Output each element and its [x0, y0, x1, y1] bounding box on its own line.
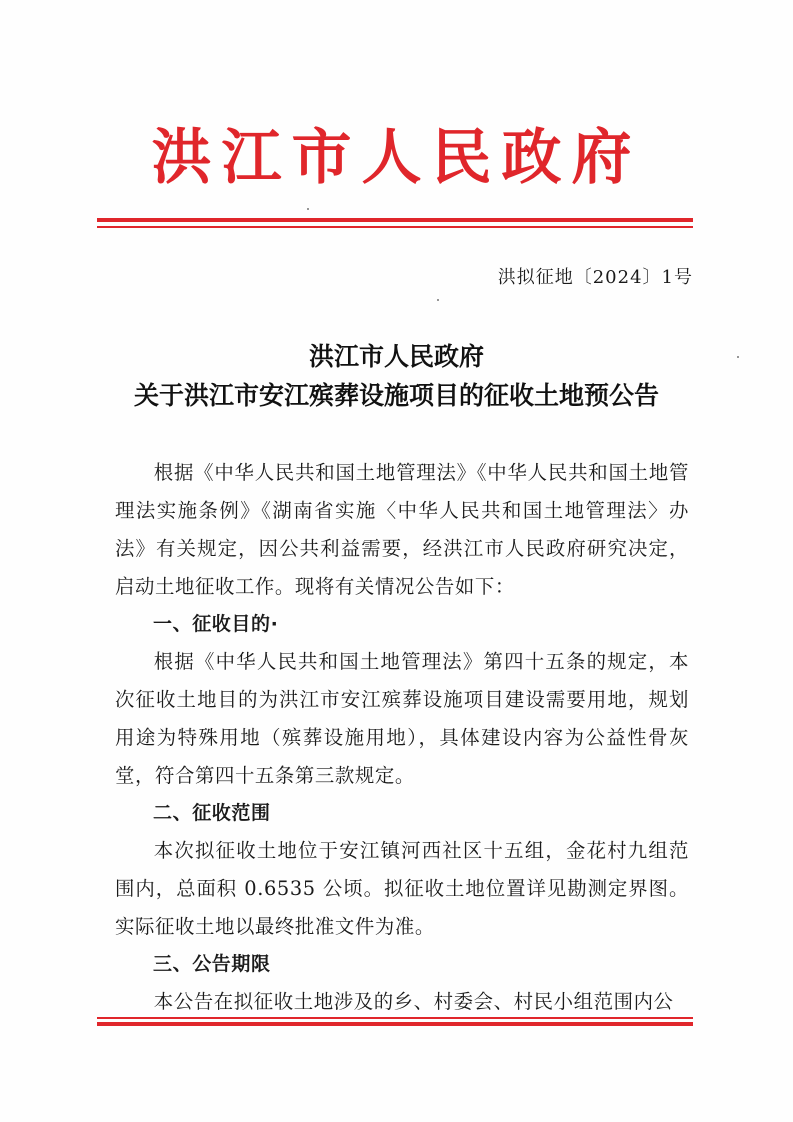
section-3-heading-block — [115, 945, 689, 983]
section-1-body-block — [115, 643, 689, 795]
scan-speck — [307, 208, 309, 210]
section-heading: 一、征收目的· — [153, 613, 279, 635]
letterhead-title: 洪江市人民政府 — [151, 123, 642, 193]
document-title-line1: 洪江市人民政府 — [308, 342, 484, 371]
scan-speck — [437, 299, 439, 301]
section-2-body-block — [115, 832, 689, 946]
letterhead-rule-thick — [97, 218, 693, 222]
section-paragraph: 根据《中华人民共和国土地管理法》第四十五条的规定，本次征收土地目的为洪江市安江殡葬设施项目建设需要用地，规划用途为特殊用地（殡葬设施用地），具体建设内容为公益性骨灰堂，符合第四十五条第三款规定。 — [115, 650, 689, 787]
footer-rule-thin — [97, 1017, 693, 1019]
section-paragraph: 本公告在拟征收土地涉及的乡、村委会、村民小组范围内公 — [153, 990, 674, 1013]
intro-paragraph: 根据《中华人民共和国土地管理法》《中华人民共和国土地管理法实施条例》《湖南省实施〈中华人民共和国土地管理法〉办法》有关规定，因公共利益需要，经洪江市人民政府研究决定，启动土地征收工作。现将有关情况公告如下： — [115, 461, 689, 598]
document-number: 洪拟征地〔2024〕1号 — [497, 267, 693, 288]
section-2-heading-block — [115, 794, 689, 832]
intro-paragraph-block — [115, 454, 689, 606]
section-1-heading-block — [115, 605, 689, 643]
letterhead-rule-thin — [97, 226, 693, 228]
section-heading: 二、征收范围 — [153, 802, 271, 824]
scan-speck — [737, 356, 739, 358]
section-heading: 三、公告期限 — [153, 953, 271, 975]
section-3-body-block — [115, 983, 689, 1021]
section-paragraph: 本次拟征收土地位于安江镇河西社区十五组，金花村九组范围内，总面积 0.6535 公顷。拟征收土地位置详见勘测定界图。实际征收土地以最终批准文件为准。 — [115, 839, 689, 938]
document-title-line2: 关于洪江市安江殡葬设施项目的征收土地预公告 — [133, 381, 659, 410]
footer-rule-thick — [97, 1022, 693, 1026]
